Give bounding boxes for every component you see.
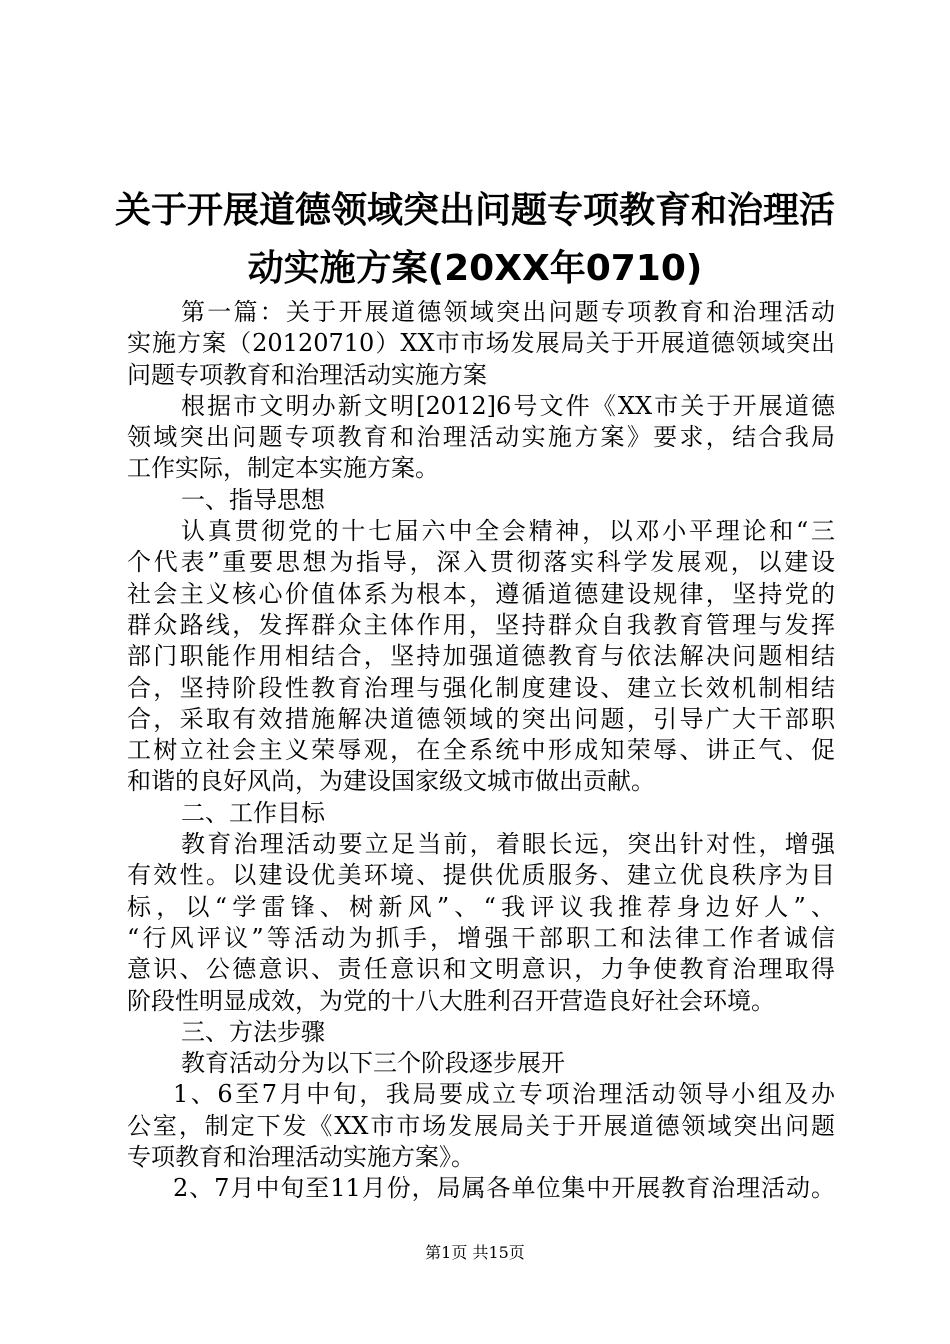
body-line: 工作实际，制定本实施方案。: [127, 454, 439, 483]
body-line: 合，采取有效措施解决道德领域的突出问题，引导广大干部职: [127, 704, 835, 733]
body-line: 问题专项教育和治理活动实施方案: [127, 360, 487, 389]
page-number-footer: 第1页 共15页: [425, 1243, 525, 1262]
body-line: 有效性。以建设优美环境、提供优质服务、建立优良秩序为目: [127, 861, 835, 890]
body-line: 2、7月中旬至11月份，局属各单位集中开展教育治理活动。: [173, 1174, 835, 1203]
document-title-line-2: 动实施方案(20XX年0710): [247, 248, 703, 289]
body-line: “行风评议”等活动为抓手，增强干部职工和法律工作者诚信: [127, 923, 835, 952]
body-line: 认真贯彻党的十七届六中全会精神，以邓小平理论和“三: [181, 517, 835, 546]
body-line: 社会主义核心价值体系为根本，遵循道德建设规律，坚持党的: [127, 579, 835, 608]
body-line: 群众路线，发挥群众主体作用，坚持群众自我教育管理与发挥: [127, 610, 835, 639]
body-line: 专项教育和治理活动实施方案》。: [127, 1143, 475, 1172]
body-line: 实施方案（20120710）XX市市场发展局关于开展道德领域突出: [127, 329, 835, 358]
body-line: 根据市文明办新文明[2012]6号文件《XX市关于开展道德: [181, 391, 835, 420]
body-line: 合，坚持阶段性教育治理与强化制度建设、建立长效机制相结: [127, 673, 835, 702]
body-line: 标，以“学雷锋、树新风”、“我评议我推荐身边好人”、: [127, 892, 835, 921]
section-heading: 一、指导思想: [181, 485, 325, 514]
body-line: 部门职能作用相结合，坚持加强道德教育与依法解决问题相结: [127, 642, 835, 671]
body-line: 1、6至7月中旬，我局要成立专项治理活动领导小组及办: [173, 1080, 835, 1109]
body-line: 意识、公德意识、责任意识和文明意识，力争使教育治理取得: [127, 955, 835, 984]
body-line: 教育治理活动要立足当前，着眼长远，突出针对性，增强: [181, 830, 835, 859]
document-body: [127, 297, 835, 1205]
body-line: 教育活动分为以下三个阶段逐步展开: [181, 1049, 565, 1078]
section-heading: 三、方法步骤: [181, 1017, 325, 1046]
body-line: 公室，制定下发《XX市市场发展局关于开展道德领域突出问题: [127, 1111, 835, 1140]
body-line: 个代表”重要思想为指导，深入贯彻落实科学发展观，以建设: [127, 548, 835, 577]
body-line: 领域突出问题专项教育和治理活动实施方案》要求，结合我局: [127, 423, 835, 452]
body-line: 和谐的良好风尚，为建设国家级文城市做出贡献。: [127, 767, 655, 796]
body-line: 第一篇：关于开展道德领域突出问题专项教育和治理活动: [181, 298, 835, 326]
section-heading: 二、工作目标: [181, 798, 325, 827]
body-line: 阶段性明显成效，为党的十八大胜利召开营造良好社会环境。: [127, 986, 775, 1015]
body-line: 工树立社会主义荣辱观，在全系统中形成知荣辱、讲正气、促: [127, 736, 835, 765]
document-title-line-1: 关于开展道德领域突出问题专项教育和治理活: [114, 190, 835, 231]
